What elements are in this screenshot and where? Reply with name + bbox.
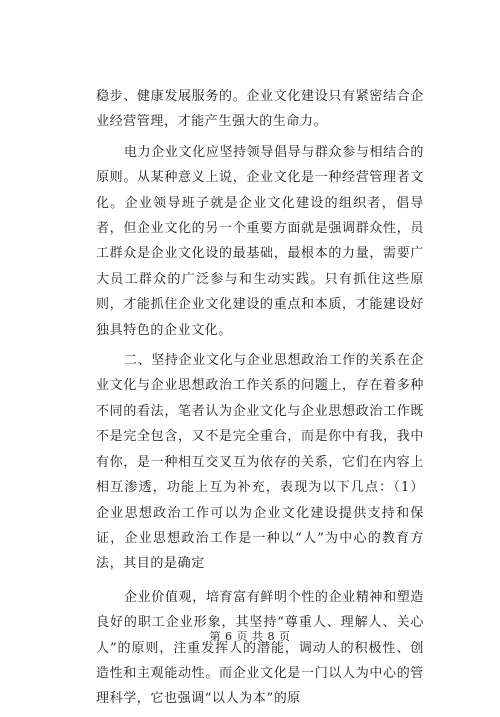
page-footer: 第 6 页 共 8 页 <box>209 630 291 643</box>
paragraph-values: 企业价值观，培育富有鲜明个性的企业精神和塑造良好的职工企业形象，其坚持“尊重人、理解人、关心人”的原则，注重发挥人的潜能，调动人的积极性、创造性和主观能动性。而企业文化是一门以人为中心的管理科学，它也强调“以人为本”的原 <box>96 589 424 707</box>
paragraph-principle: 电力企业文化应坚持领导倡导与群众参与相结合的原则。从某种意义上说，企业文化是一种经营管理者文化。企业领导班子就是企业文化建设的组织者，倡导者，但企业文化的另一个重要方面就是强调群众性，员工群众是企业文化设的最基础，最根本的力量，需要广大员工群众的广泛参与和生动实践。只有抓住这些原则，才能抓住企业文化建设的重点和本质，才能建设好独具特色的企业文化。 <box>96 144 424 338</box>
paragraph-section-two: 二、坚持企业文化与企业思想政治工作的关系在企业文化与企业思想政治工作关系的问题上，存在着多种不同的看法，笔者认为企业文化与企业思想政治工作既不是完全包含，又不是完全重合，而是你中有我，我中有你，是一种相互交叉互为依存的关系，它们在内容上相互渗透，功能上互为补充，表现为以下几点：（1）企业思想政治工作可以为企业文化建设提供支持和保证，企业思想政治工作是一种以“人”为中心的教育方法，其目的是确定 <box>96 353 424 572</box>
document-body <box>96 84 424 717</box>
paragraph-continuation: 稳步、健康发展服务的。企业文化建设只有紧密结合企业经营管理，才能产生强大的生命力。 <box>96 89 424 130</box>
